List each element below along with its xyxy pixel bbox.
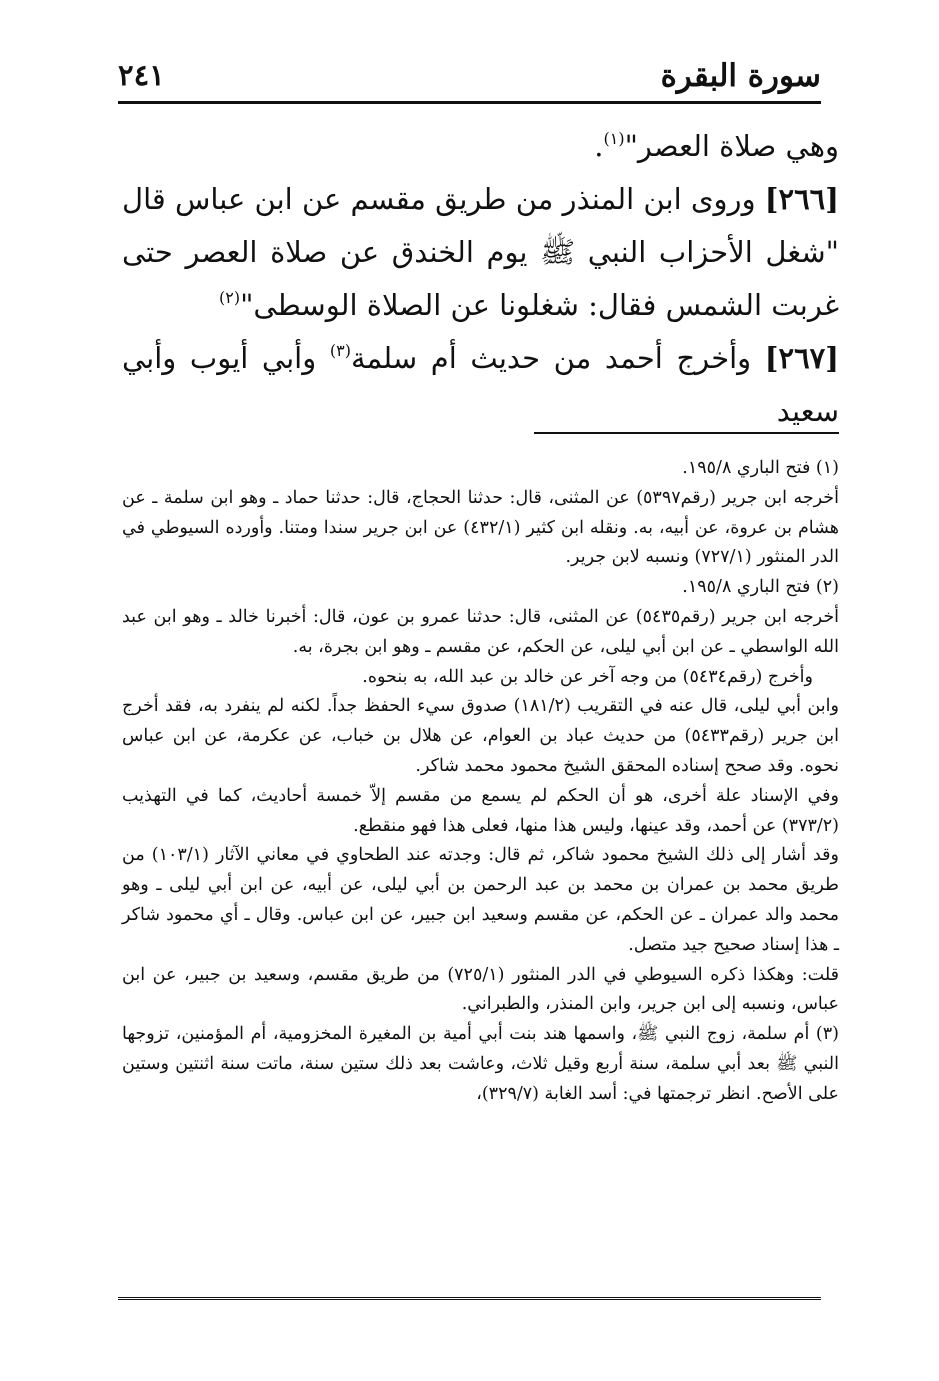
footnote-ref-2: (٢) (219, 288, 241, 307)
footnote-2-para: قلت: وهكذا ذكره السيوطي في الدر المنثور (٧٢٥/١) من طريق مقسم، وسعيد بن جبير، عن ابن عباس، ونسبه إلى ابن جرير، وابن المنذر، والطبراني. (122, 964, 839, 1015)
header-rule (118, 101, 821, 104)
footnote-2-para: وأخرج (رقم٥٤٣٤) من وجه آخر عن خالد بن عبد الله، به بنحوه. (362, 666, 813, 687)
bottom-rule (118, 1297, 821, 1300)
main-text (122, 120, 839, 438)
footnote-1-body: أخرجه ابن جرير (رقم٥٣٩٧) عن المثنى، قال: حدثنا الحجاج، قال: حدثنا حماد ـ وهو ابن سلمة ـ عن هشام بن عروة، عن أبيه، به. ونقله ابن كثير (٤٣٢/١) عن ابن جرير سندا ومتنا. وأورده السيوطي في الدر المنثور (٧٢٧/١) ونسبه لابن جرير. (122, 487, 839, 568)
footnote-2-head: (٢) فتح الباري ١٩٥/٨. (682, 577, 839, 598)
footnote-2-para: وفي الإسناد علة أخرى، هو أن الحكم لم يسمع من مقسم إلاّ خمسة أحاديث، كما في التهذيب (٣٧٣/٢) عن أحمد، وقد عينها، وليس هذا منها، فعلى هذا فهو منقطع. (122, 785, 839, 836)
page-number: ٢٤١ (118, 58, 165, 92)
footnote-2-para: وابن أبي ليلى، قال عنه في التقريب (١٨١/٢) صدوق سيء الحفظ جداً. لكنه لم ينفرد به، فقد أخرج ابن جرير (رقم٥٤٣٣) من حديث عباد بن العوام، عن هلال بن خباب، عن عكرمة، عن ابن عباس نحوه. وقد صحح إسناده المحقق الشيخ محمود محمد شاكر. (122, 696, 839, 776)
footnote-ref-1: (١) (603, 129, 625, 148)
page-header (118, 52, 821, 102)
footnote-2-para: أخرجه ابن جرير (رقم٥٤٣٥) عن المثنى، قال: حدثنا عمرو بن عون، قال: أخبرنا خالد ـ وهو ابن عبد الله الواسطي ـ عن ابن أبي ليلى، عن الحكم، عن مقسم ـ وهو ابن بجرة، به. (122, 606, 839, 657)
footnote-2-para: وقد أشار إلى ذلك الشيخ محمود شاكر، ثم قال: وجدته عند الطحاوي في معاني الآثار (١٠٣/١) من طريق محمد بن عمران بن محمد بن عبد الرحمن بن أبي ليلى، عن أبيه، عن ابن أبي ليلى ـ وهو محمد والد عمران ـ عن الحكم، عن مقسم وسعيد ابن جبير، عن ابن عباس. وقال ـ أي محمود شاكر ـ هذا إسناد صحيح جيد متصل. (122, 845, 840, 955)
footnote-1-head: (١) فتح الباري ١٩٥/٨. (682, 458, 839, 478)
footnotes (122, 454, 839, 1110)
footnote-separator (534, 432, 839, 434)
main-paragraph-267: [٢٦٧] وأخرج أحمد من حديث أم سلمة$^{(٣)}$ وأبي أيوب وأبي سعيد (122, 341, 839, 428)
main-paragraph-266: [٢٦٦] وروى ابن المنذر من طريق مقسم عن ابن عباس قال "شغل الأحزاب النبي ﷺ يوم الخندق عن صلاة العصر حتى غربت الشمس فقال: شغلونا عن الصلاة الوسطى"$^{(٢)}$ (122, 182, 839, 322)
main-paragraph-1: وهي صلاة العصر"$^{(١)}$. (594, 129, 839, 163)
footnote-3: (٣) أم سلمة، زوج النبي ﷺ، واسمها هند بنت أبي أمية بن المغيرة المخزومية، أم المؤمنين، تزوجها النبي ﷺ بعد أبي سلمة، سنة أربع وقيل ثلاث، وعاشت بعد ذلك ستين سنة، ماتت سنة اثنتين وستين على الأصح. انظر ترجمتها في: أسد الغابة (٣٢٩/٧)، (122, 1024, 839, 1104)
footnote-ref-3: (٣) (329, 341, 351, 360)
running-title: سورة البقرة (660, 58, 821, 94)
hadith-number-266: [٢٦٦] (764, 182, 839, 216)
hadith-number-267: [٢٦٧] (764, 341, 839, 375)
